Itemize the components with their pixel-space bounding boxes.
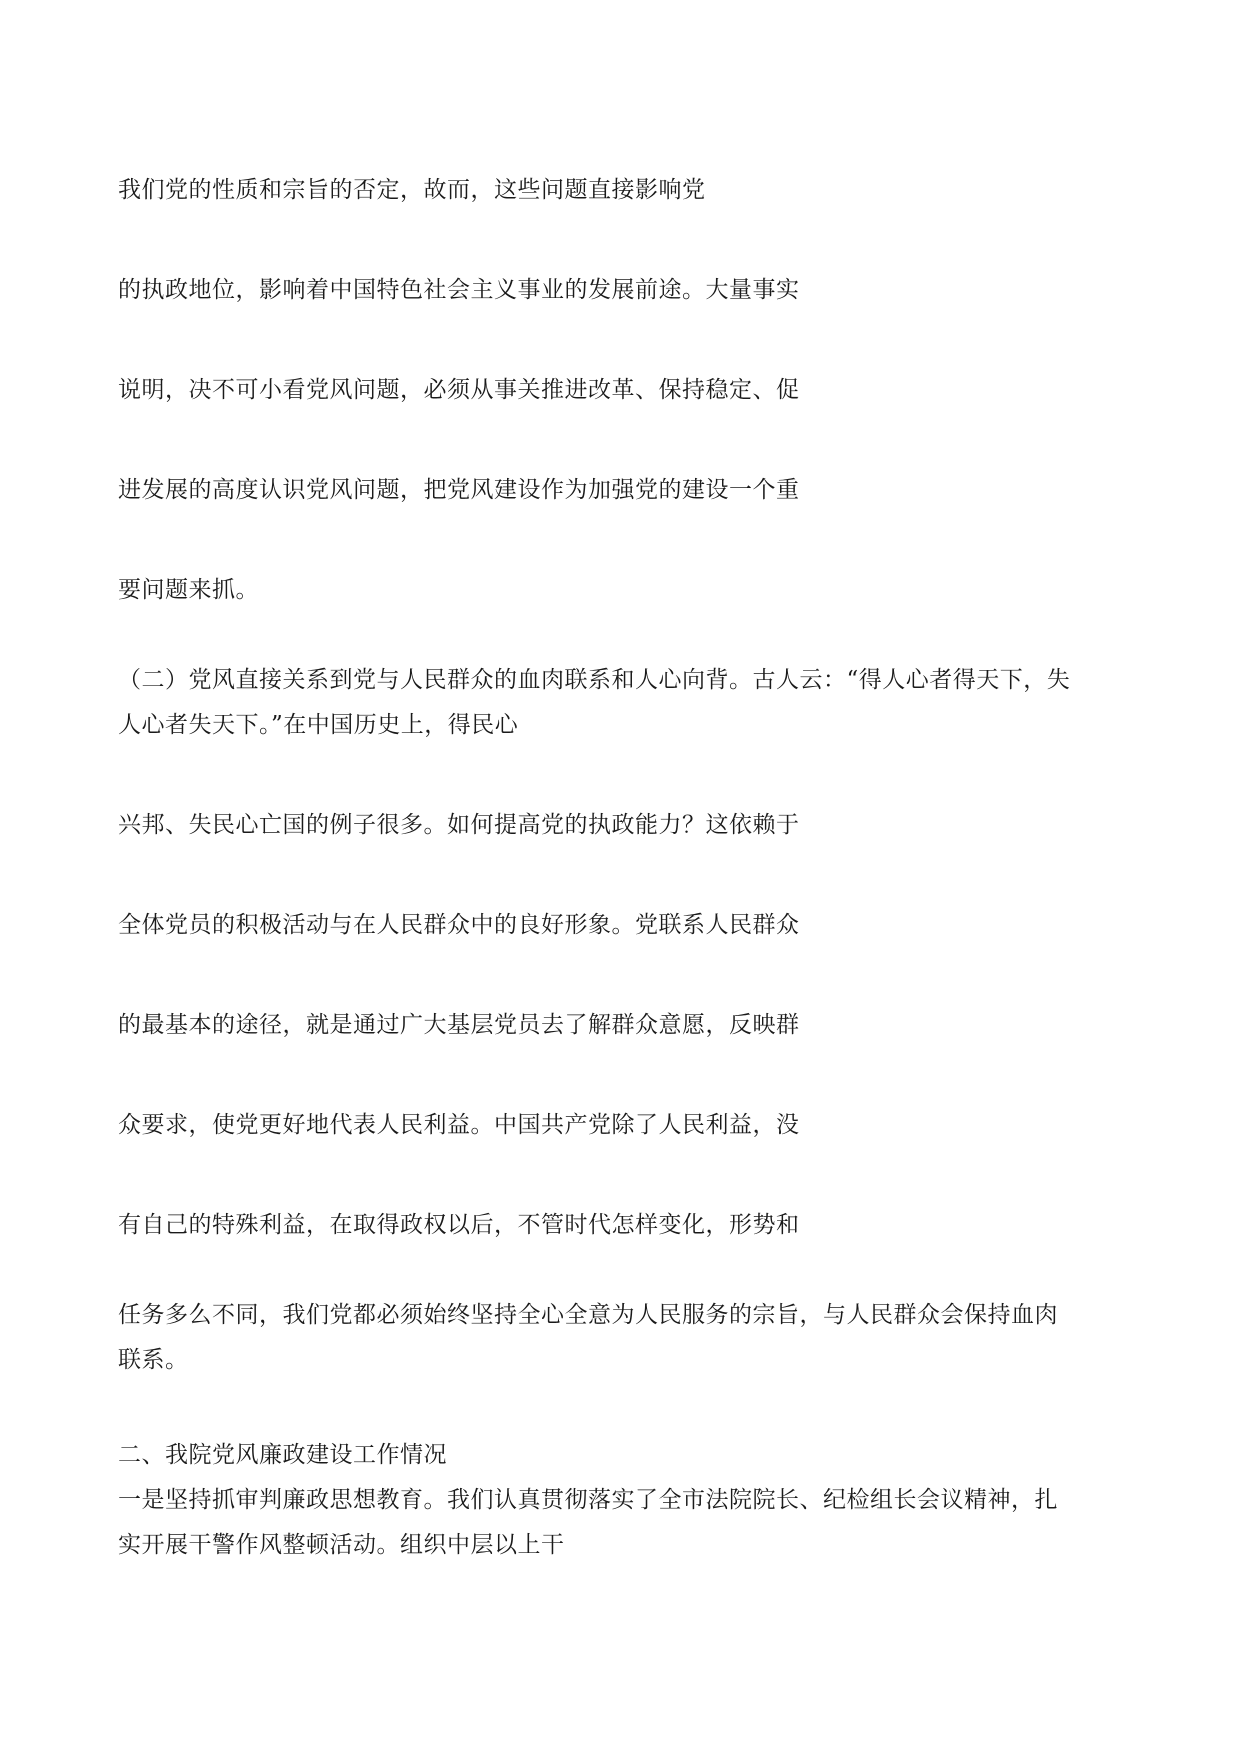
- text-line: 的执政地位，影响着中国特色社会主义事业的发展前途。大量事实: [118, 277, 800, 303]
- text-line: 众要求，使党更好地代表人民利益。中国共产党除了人民利益，没: [118, 1112, 800, 1138]
- text-line: 联系。: [118, 1347, 189, 1373]
- text-line: 实开展干警作风整顿活动。组织中层以上干: [118, 1532, 565, 1558]
- text-line: 任务多么不同，我们党都必须始终坚持全心全意为人民服务的宗旨，与人民群众会保持血肉: [118, 1302, 1058, 1328]
- section-heading: 二、我院党风廉政建设工作情况: [118, 1442, 447, 1468]
- text-line: 说明，决不可小看党风问题，必须从事关推进改革、保持稳定、促: [118, 377, 800, 403]
- text-line: 进发展的高度认识党风问题，把党风建设作为加强党的建设一个重: [118, 477, 800, 503]
- text-line: 兴邦、失民心亡国的例子很多。如何提高党的执政能力？这依赖于: [118, 812, 800, 838]
- text-line: 的最基本的途径，就是通过广大基层党员去了解群众意愿，反映群: [118, 1012, 800, 1038]
- text-line: 有自己的特殊利益，在取得政权以后，不管时代怎样变化，形势和: [118, 1212, 800, 1238]
- text-line: 我们党的性质和宗旨的否定，故而，这些问题直接影响党: [118, 177, 706, 203]
- text-line: 全体党员的积极活动与在人民群众中的良好形象。党联系人民群众: [118, 912, 800, 938]
- text-line: 一是坚持抓审判廉政思想教育。我们认真贯彻落实了全市法院院长、纪检组长会议精神，扎: [118, 1487, 1058, 1513]
- text-line: （二）党风直接关系到党与人民群众的血肉联系和人心向背。古人云：“得人心者得天下，失: [118, 667, 1071, 693]
- text-line: 要问题来抓。: [118, 577, 259, 603]
- text-line: 人心者失天下。”在中国历史上，得民心: [118, 712, 519, 738]
